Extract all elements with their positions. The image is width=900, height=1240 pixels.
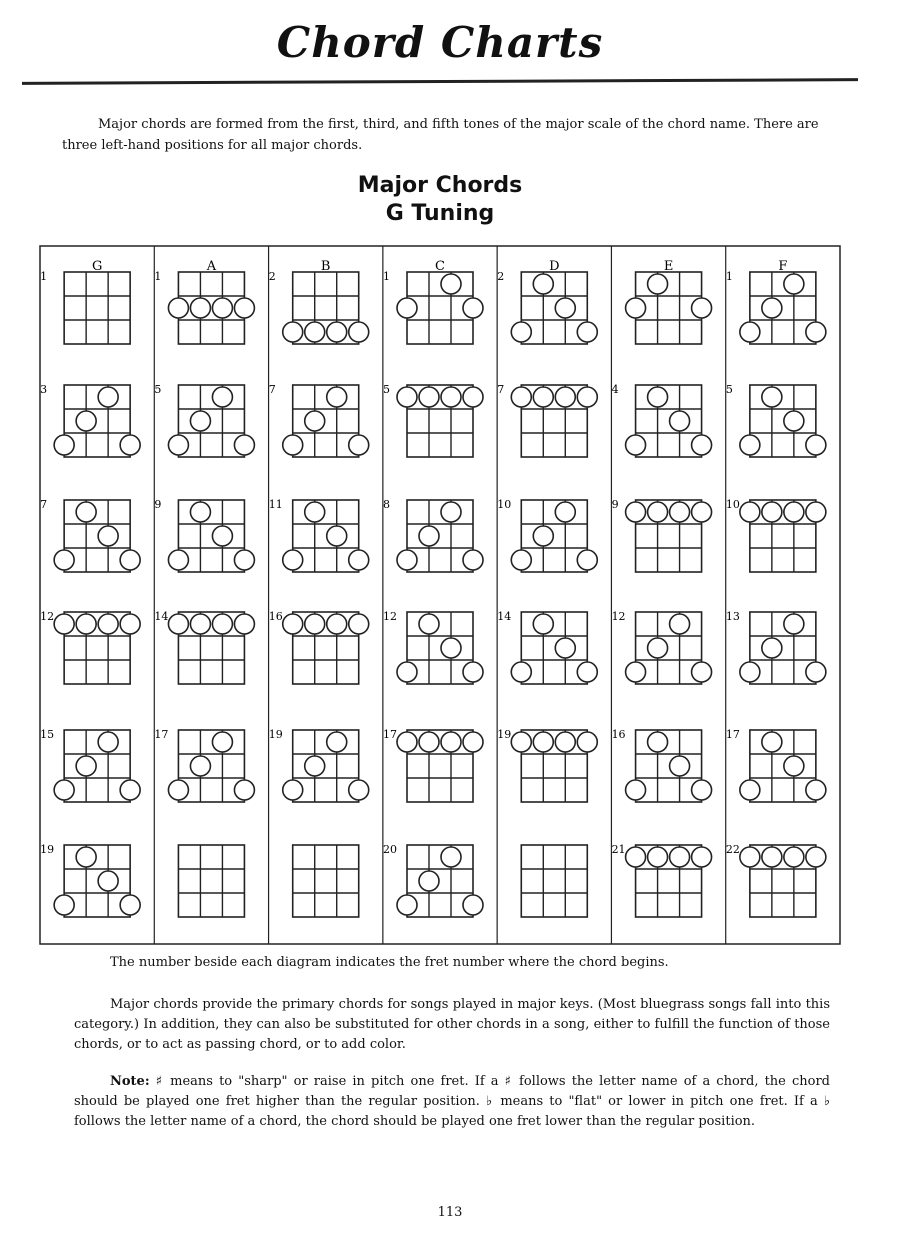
fret-caption: The number beside each diagram indicates the fret number where the chord begins. <box>110 955 669 970</box>
finger-dot <box>234 435 254 455</box>
chart-border <box>40 246 840 944</box>
finger-dot <box>234 298 254 318</box>
chord-name-d: D <box>549 259 560 274</box>
finger-dot <box>648 638 668 658</box>
finger-dot <box>76 502 96 522</box>
finger-dot <box>463 732 483 752</box>
finger-dot <box>305 411 325 431</box>
finger-dot <box>168 614 188 634</box>
fret-number: 4 <box>611 383 619 396</box>
finger-dot <box>419 387 439 407</box>
finger-dot <box>648 502 668 522</box>
fret-number: 22 <box>725 843 740 856</box>
note-paragraph <box>74 1072 830 1132</box>
major-chords-paragraph: Major chords provide the primary chords for songs played in major keys. (Most bluegrass songs fall into this category.) In addition, they can also be substituted for other chords in a song, either to fulfill the function of those chords, or to act as passing chord, or to add color. <box>74 997 830 1052</box>
finger-dot <box>98 871 118 891</box>
finger-dot <box>577 550 597 570</box>
finger-dot <box>234 614 254 634</box>
chord-grid <box>64 272 130 344</box>
finger-dot <box>98 387 118 407</box>
page-number: 113 <box>437 1205 463 1220</box>
finger-dot <box>190 614 210 634</box>
finger-dot <box>762 732 782 752</box>
finger-dot <box>190 502 210 522</box>
finger-dot <box>740 322 760 342</box>
fret-number: 1 <box>383 270 390 283</box>
finger-dot <box>327 526 347 546</box>
fret-number: 11 <box>268 498 283 511</box>
fret-number: 9 <box>611 498 619 511</box>
finger-dot <box>648 732 668 752</box>
finger-dot <box>120 550 140 570</box>
finger-dot <box>463 387 483 407</box>
finger-dot <box>441 847 461 867</box>
chord-grid <box>178 845 244 917</box>
finger-dot <box>626 435 646 455</box>
finger-dot <box>806 662 826 682</box>
finger-dot <box>533 526 553 546</box>
finger-dot <box>806 780 826 800</box>
fret-number: 19 <box>497 728 512 741</box>
finger-dot <box>577 387 597 407</box>
finger-dot <box>305 502 325 522</box>
finger-dot <box>740 662 760 682</box>
finger-dot <box>283 780 303 800</box>
finger-dot <box>577 732 597 752</box>
finger-dot <box>441 732 461 752</box>
finger-dot <box>463 298 483 318</box>
finger-dot <box>397 298 417 318</box>
finger-dot <box>54 550 74 570</box>
finger-dot <box>692 435 712 455</box>
finger-dot <box>168 298 188 318</box>
finger-dot <box>648 847 668 867</box>
finger-dot <box>327 322 347 342</box>
finger-dot <box>76 614 96 634</box>
finger-dot <box>670 502 690 522</box>
fret-number: 2 <box>268 270 276 283</box>
finger-dot <box>806 847 826 867</box>
finger-dot <box>806 502 826 522</box>
finger-dot <box>533 274 553 294</box>
finger-dot <box>806 322 826 342</box>
finger-dot <box>120 614 140 634</box>
finger-dot <box>762 387 782 407</box>
finger-dot <box>212 526 232 546</box>
fret-number: 16 <box>611 728 626 741</box>
finger-dot <box>626 847 646 867</box>
finger-dot <box>98 732 118 752</box>
finger-dot <box>98 614 118 634</box>
finger-dot <box>397 895 417 915</box>
finger-dot <box>511 732 531 752</box>
finger-dot <box>283 550 303 570</box>
finger-dot <box>441 274 461 294</box>
fret-number: 19 <box>268 728 283 741</box>
finger-dot <box>283 322 303 342</box>
finger-dot <box>670 614 690 634</box>
fret-number: 21 <box>611 843 626 856</box>
finger-dot <box>648 387 668 407</box>
finger-dot <box>419 732 439 752</box>
finger-dot <box>740 847 760 867</box>
chord-name-a: A <box>206 259 217 274</box>
fret-number: 5 <box>154 383 162 396</box>
finger-dot <box>54 780 74 800</box>
finger-dot <box>511 322 531 342</box>
finger-dot <box>54 895 74 915</box>
finger-dot <box>419 871 439 891</box>
finger-dot <box>54 614 74 634</box>
finger-dot <box>740 435 760 455</box>
fret-number: 14 <box>497 610 512 623</box>
finger-dot <box>692 298 712 318</box>
fret-number: 7 <box>268 383 276 396</box>
finger-dot <box>212 732 232 752</box>
finger-dot <box>397 387 417 407</box>
finger-dot <box>784 411 804 431</box>
finger-dot <box>533 732 553 752</box>
finger-dot <box>349 614 369 634</box>
finger-dot <box>533 387 553 407</box>
fret-number: 12 <box>383 610 397 623</box>
finger-dot <box>397 662 417 682</box>
finger-dot <box>626 298 646 318</box>
finger-dot <box>626 502 646 522</box>
finger-dot <box>577 322 597 342</box>
fret-number: 5 <box>725 383 733 396</box>
chord-name-e: E <box>663 259 674 274</box>
finger-dot <box>234 780 254 800</box>
finger-dot <box>98 526 118 546</box>
fret-number: 17 <box>383 728 397 741</box>
finger-dot <box>349 435 369 455</box>
finger-dot <box>305 322 325 342</box>
finger-dot <box>168 780 188 800</box>
fret-number: 5 <box>383 383 390 396</box>
finger-dot <box>762 298 782 318</box>
finger-dot <box>555 732 575 752</box>
fret-number: 3 <box>40 383 48 396</box>
fret-number: 8 <box>383 498 390 511</box>
finger-dot <box>305 756 325 776</box>
finger-dot <box>190 756 210 776</box>
finger-dot <box>168 550 188 570</box>
fret-number: 1 <box>154 270 162 283</box>
fret-number: 10 <box>725 498 740 511</box>
fret-number: 17 <box>725 728 740 741</box>
finger-dot <box>212 298 232 318</box>
finger-dot <box>784 756 804 776</box>
note-label: Note: <box>110 1074 150 1089</box>
finger-dot <box>784 847 804 867</box>
fret-number: 17 <box>154 728 169 741</box>
finger-dot <box>349 322 369 342</box>
finger-dot <box>784 502 804 522</box>
finger-dot <box>648 274 668 294</box>
finger-dot <box>784 614 804 634</box>
finger-dot <box>327 614 347 634</box>
finger-dot <box>740 502 760 522</box>
finger-dot <box>76 847 96 867</box>
fret-number: 15 <box>40 728 55 741</box>
fret-number: 19 <box>40 843 55 856</box>
finger-dot <box>190 411 210 431</box>
finger-dot <box>168 435 188 455</box>
finger-dot <box>212 387 232 407</box>
finger-dot <box>463 895 483 915</box>
finger-dot <box>762 847 782 867</box>
fret-number: 7 <box>497 383 505 396</box>
chord-name-c: C <box>435 259 445 274</box>
finger-dot <box>349 550 369 570</box>
finger-dot <box>762 502 782 522</box>
chord-grid <box>293 845 359 917</box>
chart-heading-line-2: G Tuning <box>385 201 495 226</box>
fret-number: 7 <box>40 498 48 511</box>
page-title: Chord Charts <box>276 18 604 67</box>
fret-number: 1 <box>40 270 48 283</box>
finger-dot <box>692 780 712 800</box>
finger-dot <box>305 614 325 634</box>
finger-dot <box>349 780 369 800</box>
finger-dot <box>463 662 483 682</box>
finger-dot <box>670 756 690 776</box>
finger-dot <box>670 847 690 867</box>
finger-dot <box>555 298 575 318</box>
finger-dot <box>670 411 690 431</box>
finger-dot <box>212 614 232 634</box>
fret-number: 20 <box>383 843 397 856</box>
finger-dot <box>555 638 575 658</box>
finger-dot <box>692 847 712 867</box>
finger-dot <box>120 780 140 800</box>
fret-number: 12 <box>40 610 55 623</box>
chord-grid <box>521 845 587 917</box>
finger-dot <box>190 298 210 318</box>
finger-dot <box>626 780 646 800</box>
finger-dot <box>784 274 804 294</box>
finger-dot <box>511 550 531 570</box>
fret-number: 13 <box>725 610 740 623</box>
fret-number: 14 <box>154 610 169 623</box>
intro-paragraph: Major chords are formed from the first, third, and fifth tones of the major scale of the chord name. There are three left-hand positions for all major chords. <box>62 117 819 153</box>
finger-dot <box>533 614 553 634</box>
finger-dot <box>806 435 826 455</box>
chord-name-g: G <box>91 259 103 274</box>
note-text: ♯ means to "sharp" or raise in pitch one fret. If a ♯ follows the letter name of a chord, the chord should be played one fret higher than the regular position. ♭ means to "flat" or lower in pitch one fret. If a ♭ follows the letter name of a chord, the chord should be played one fret lower than the regular position. <box>74 1074 830 1129</box>
finger-dot <box>692 502 712 522</box>
finger-dot <box>441 502 461 522</box>
fret-number: 16 <box>268 610 283 623</box>
finger-dot <box>54 435 74 455</box>
finger-dot <box>327 732 347 752</box>
finger-dot <box>762 638 782 658</box>
finger-dot <box>441 387 461 407</box>
finger-dot <box>283 614 303 634</box>
finger-dot <box>120 895 140 915</box>
finger-dot <box>511 662 531 682</box>
finger-dot <box>120 435 140 455</box>
chart-heading-line-1: Major Chords <box>357 173 523 198</box>
finger-dot <box>441 638 461 658</box>
finger-dot <box>555 387 575 407</box>
finger-dot <box>577 662 597 682</box>
fret-number: 1 <box>725 270 733 283</box>
finger-dot <box>511 387 531 407</box>
finger-dot <box>397 550 417 570</box>
finger-dot <box>397 732 417 752</box>
finger-dot <box>327 387 347 407</box>
finger-dot <box>419 526 439 546</box>
finger-dot <box>419 614 439 634</box>
fret-number: 9 <box>154 498 162 511</box>
finger-dot <box>283 435 303 455</box>
chord-name-f: F <box>778 259 788 274</box>
finger-dot <box>626 662 646 682</box>
finger-dot <box>692 662 712 682</box>
finger-dot <box>555 502 575 522</box>
finger-dot <box>76 756 96 776</box>
finger-dot <box>740 780 760 800</box>
fret-number: 2 <box>497 270 505 283</box>
finger-dot <box>76 411 96 431</box>
finger-dot <box>463 550 483 570</box>
fret-number: 12 <box>611 610 626 623</box>
finger-dot <box>234 550 254 570</box>
fret-number: 10 <box>497 498 512 511</box>
chord-name-b: B <box>320 259 331 274</box>
